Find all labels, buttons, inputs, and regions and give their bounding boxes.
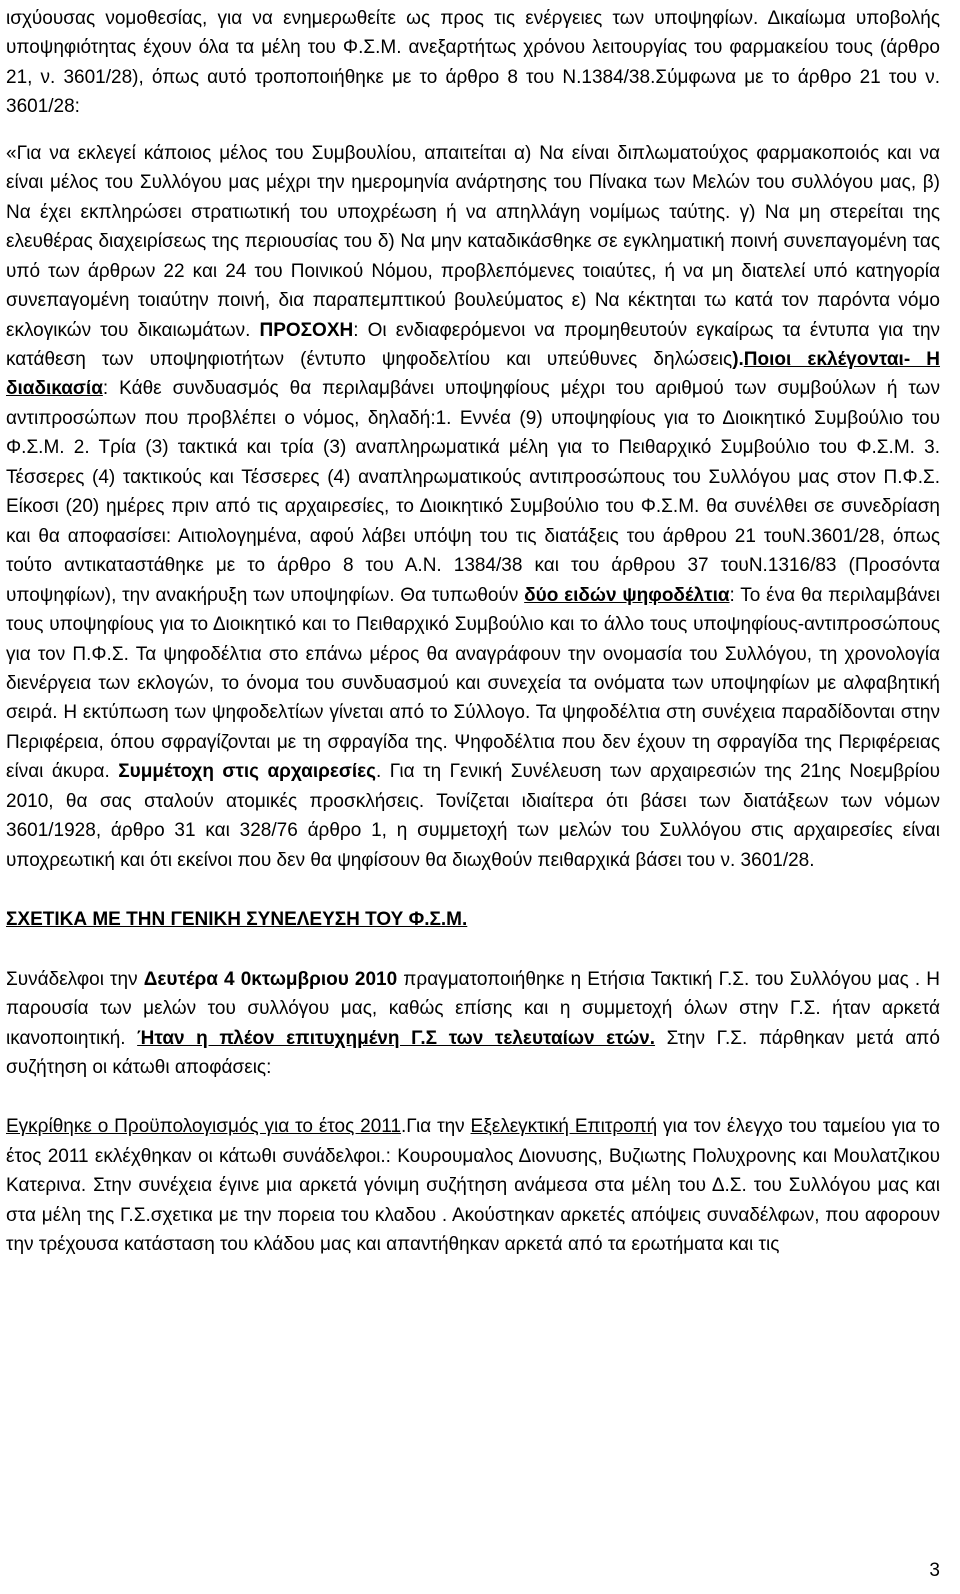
section-heading	[6, 905, 940, 934]
subheading-who-is-elected: Ποιοι εκλέγονται- Η διαδικασία	[6, 348, 940, 400]
document-page	[6, 4, 940, 1260]
section-heading-text: ΣΧΕΤΙΚΑ ΜΕ ΤΗΝ ΓΕΝΙΚΗ ΣΥΝΕΛΕΥΣΗ ΤΟΥ Φ.Σ.Μ.	[6, 909, 468, 931]
text-run: πραγματοποιήθηκε η Ετήσια Τακτική Γ.Σ. του Συλλόγου μας . Η παρουσία των μελών του συλλόγου μας, καθώς επίσης και η συμμετοχή όλων στην Γ.Σ. ήταν αρκετά ικανοποιητική.	[6, 968, 940, 1049]
subheading-participation: Συμμέτοχη στις αρχαιρεσίες	[118, 761, 377, 783]
text-run: ισχύουσας νομοθεσίας, για να ενημερωθείτε ως προς τις ενέργειες των υποψηφίων. Δικαίωμα υποβολής υποψηφιότητας έχουν όλα τα μέλη του Φ.Σ.Μ. ανεξαρτήτως χρόνου λειτουργίας του φαρμακείου τους (άρθρο 21, ν. 3601/28), όπως αυτό τροποποιήθηκε με το άρθρο 8 του Ν.1384/38.Σύμφωνα με το άρθρο 21 του ν. 3601/28:	[6, 8, 940, 118]
text-run: : Οι ενδιαφερόμενοι να προμηθευτούν εγκαίρως τα έντυπα για την κατάθεση των υποψηφιοτήτων (έντυπο ψηφοδελτίου και υπεύθυνες δηλώσεις	[6, 319, 941, 370]
text-run: : Κάθε συνδυασμός θα περιλαμβάνει υποψηφίους μέχρι του αριθμού των συμβούλων ή των αντιπροσώπων που προβλέπει ο νόμος, δηλαδή:1. Εννέα (9) υποψηφίους για το Διοικητικό Συμβούλιο του Φ.Σ.Μ. 2. Τρία (3) τακτικά και τρία (3) αναπληρωματικά μέλη για το Πειθαρχικό Συμβούλιο του Φ.Σ.Μ. 3. Τέσσερες (4) τακτικούς και Τέσσερες (4) αναπληρωματικούς αντιπροσώπους του Συλλόγου μας στον Π.Φ.Σ. Είκοσι (20) ημέρες πριν από τις αρχαιρεσίες, το Διοικητικό Συμβούλιο του Φ.Σ.Μ. θα συνέλθει σε συνεδρίαση και θα αποφασίσει: Αιτιολογημένα, αφού λάβει υπόψη του τις διατάξεις του άρθρου 21 τουΝ.3601/28, όπως τούτο αντικαταστάθηκε με το άρθρο 8 του Α.Ν. 1384/38 και του άρθρου 37 τουΝ.1316/83 (Προσόντα υποψηφίων), την ανακήρυξη των υποψηφίων. Θα τυπωθούν	[6, 378, 940, 606]
text-run: . Για τη Γενική Συνέλευση των αρχαιρεσιών της 21ης Νοεμβρίου 2010, θα σας σταλούν ατομικές προσκλήσεις. Τονίζεται ιδιαίτερα ότι βάσει των διατάξεων των νόμων 3601/1928, άρθρο 31 και 328/76 άρθρο 1, η συμμετοχή των μελών του Συλλόγου στις αρχαιρεσίες είναι υποχρεωτική και ότι εκείνοι που δεν θα ψηφίσουν θα διωχθούν πειθαρχικά βάσει του ν. 3601/28.	[6, 761, 941, 871]
underlined-audit-committee: Εξελεγκτική Επιτροπή	[470, 1116, 658, 1138]
paragraph-candidacy-rights	[6, 4, 940, 122]
bold-meeting-date: Δευτέρα 4 0κτωμβριου 2010	[143, 968, 398, 990]
page-number: 3	[929, 1560, 940, 1581]
paragraph-eligibility-requirements	[6, 139, 940, 875]
underlined-budget-approval: Εγκρίθηκε ο Προϋπολογισμός για το έτος 2011	[6, 1116, 402, 1138]
paragraph-decisions	[6, 1112, 940, 1259]
text-run: για τον έλεγχο του ταμείου για το έτος 2011 εκλέχθηκαν οι κάτωθι συνάδελφοι.: Κουρουμαλος Διονυσης, Βυζιωτης Πολυχρονης και Μουλατζικου Κατερινα. Στην συνέχεια έγινε μια αρκετά γόνιμη συζήτηση ανάμεσα στα μέλη του Δ.Σ. του Συλλόγου μας και στα μέλη της Γ.Σ.σχετικα με την πορεια του κλαδου . Ακούστηκαν αρκετές απόψεις συναδέλφων, που αφορουν την τρέχουσα κατάσταση του κλάδου μας και απαντήθηκαν αρκετά από τα ερωτήματα και τις	[6, 1116, 940, 1256]
paragraph-general-assembly	[6, 965, 940, 1083]
bold-punctuation: ).	[732, 348, 744, 370]
text-run: Συνάδελφοι την	[6, 968, 144, 990]
bold-notice-label: ΠΡΟΣΟΧΗ	[259, 319, 354, 341]
text-run: .Για την	[401, 1116, 471, 1138]
subheading-two-ballot-types: δύο ειδών ψηφοδέλτια	[524, 584, 730, 606]
text-run: Στην Γ.Σ. πάρθηκαν μετά από συζήτηση οι κάτωθι αποφάσεις:	[6, 1027, 940, 1078]
text-run: : Το ένα θα περιλαμβάνει τους υποψηφίους για το Διοικητικό και το Πειθαρχικό Συμβούλιο και το άλλο τους υποψηφίους-αντιπροσώπους για τον Π.Φ.Σ. Τα ψηφοδέλτια στο επάνω μέρος θα αναγράφουν την ονομασία του Συλλόγου, τη χρονολογία διενέργεια των εκλογών, το όνομα του συνδυασμού και συνεχεία τα ονόματα των υποψηφίων με αλφαβητική σειρά. Η εκτύπωση των ψηφοδελτίων γίνεται από το Σύλλογο. Τα ψηφοδέλτια στη συνέχεια παραδίδονται στην Περιφέρεια, όπου σφραγίζονται με τη σφραγίδα της. Ψηφοδέλτια που δεν έχουν τη σφραγίδα της Περιφέρειας είναι άκυρα.	[6, 584, 941, 783]
text-run: «Για να εκλεγεί κάποιος μέλος του Συμβουλίου, απαιτείται α) Να είναι διπλωματούχος φαρμακοποιός και να είναι μέλος του Συλλόγου μας μέχρι την ημερομηνία ανάρτησης του Πίνακα των Μελών του συλλόγου μας, β) Να έχει εκπληρώσει στρατιωτική του υποχρέωση ή να απηλλάγη νομίμως ταύτης. γ) Να μη στερείται της ελευθέρας διαχειρίσεως της περιουσίας του δ) Να μην καταδικάσθηκε σε εγκληματική ποινή συνεπαγομένη τας υπό των άρθρων 22 και 24 του Ποινικού Νόμου, προβλεπόμενες τοιαύτες, ή να μη διατελεί υπό κατηγορία συνεπαγομένη τοιαύτην ποινή, δια παραπεμπτικού βουλεύματος ε) Να κέκτηται τω κατά τον παρόντα νόμο εκλογικών του δικαιωμάτων.	[6, 142, 940, 341]
bold-underlined-success-statement: Ήταν η πλέον επιτυχημένη Γ.Σ των τελευταίων ετών.	[137, 1027, 656, 1049]
